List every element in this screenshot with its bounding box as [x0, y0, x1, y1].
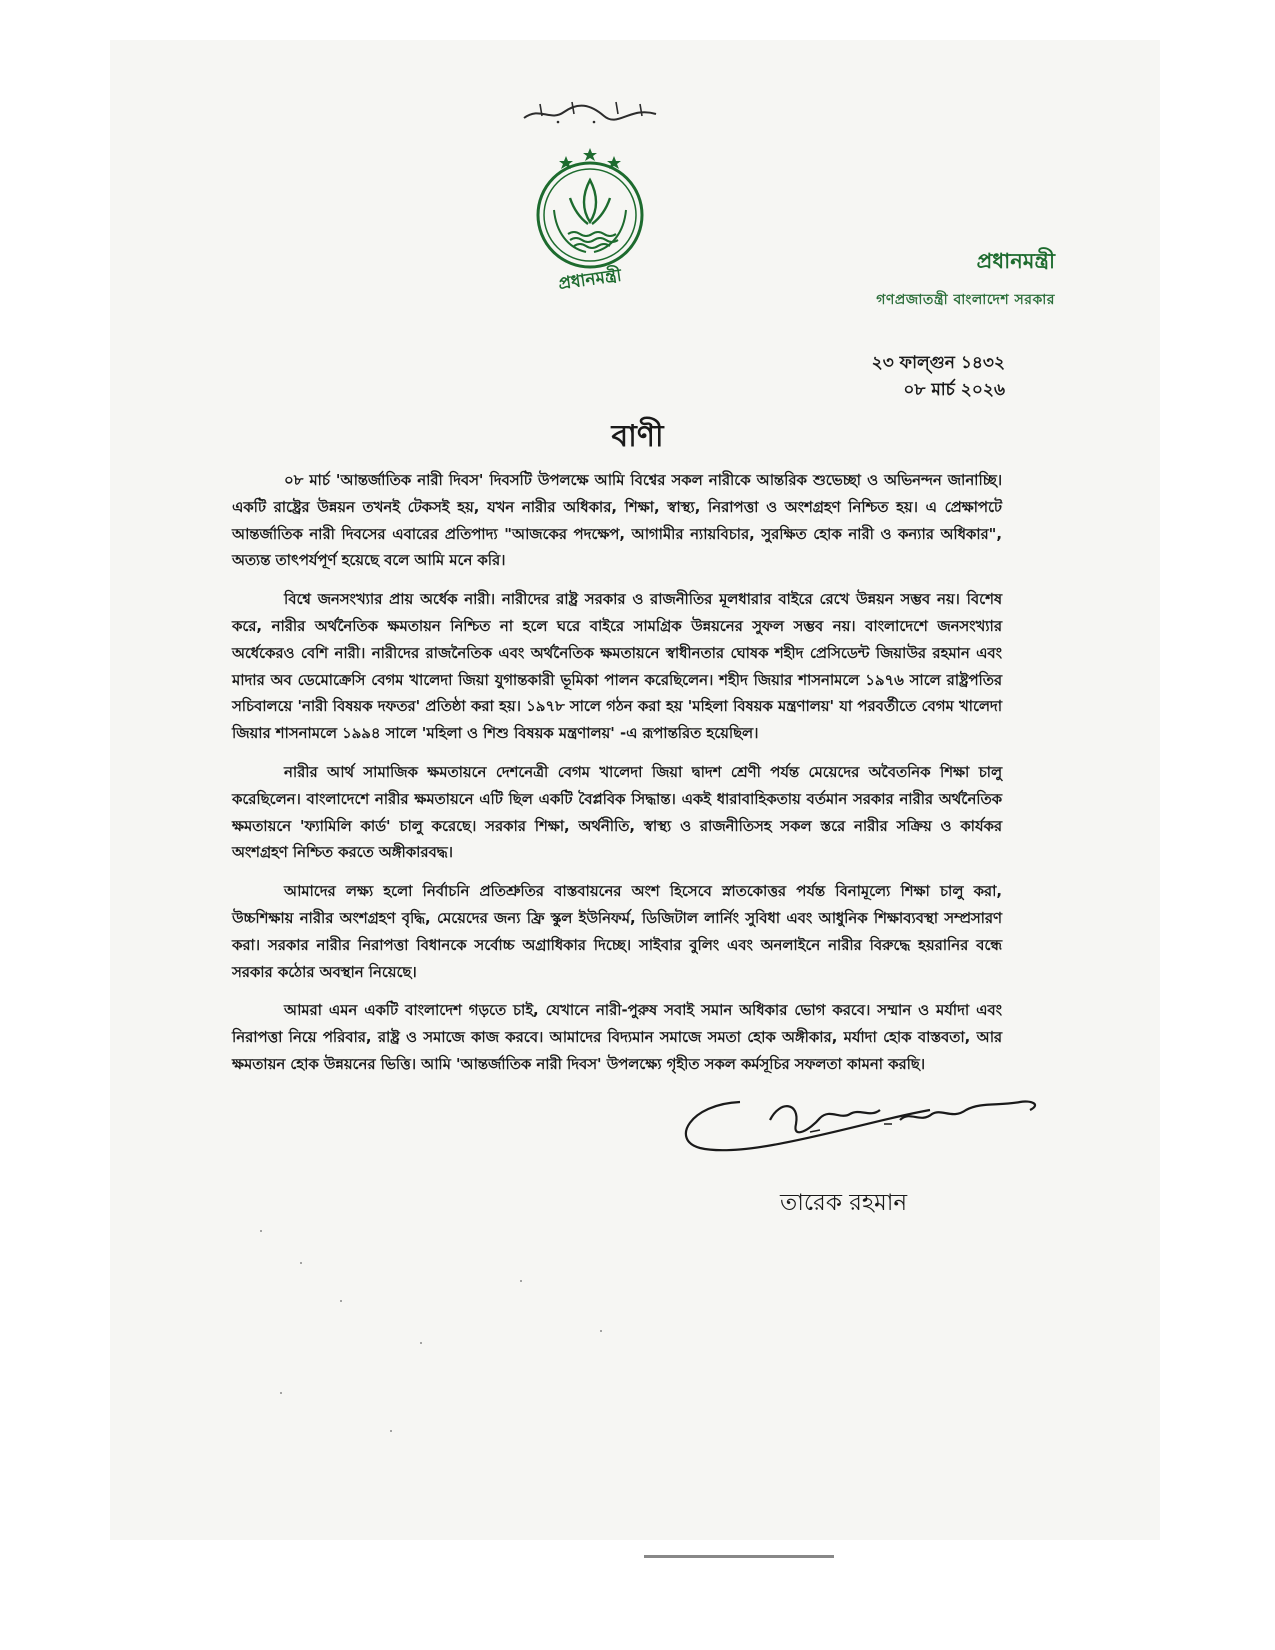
bengali-date: ২৩ ফাল্গুন ১৪৩২	[871, 353, 1005, 373]
gregorian-date: ০৮ মার্চ ২০২৬	[903, 380, 1005, 400]
paragraph: নারীর আর্থ সামাজিক ক্ষমতায়নে দেশনেত্রী বেগম খালেদা জিয়া দ্বাদশ শ্রেণী পর্যন্ত মেয়েদের অবৈতনিক শিক্ষা চালু করেছিলেন। বাংলাদেশে নারীর ক্ষমতায়নে এটি ছিল একটি বৈপ্লবিক সিদ্ধান্ত। একই ধারাবাহিকতায় বর্তমান সরকার নারীর অর্থনৈতিক ক্ষমতায়নে 'ফ্যামিলি কার্ড' চালু করেছে। সরকার শিক্ষা, অর্থনীতি, স্বাস্থ্য ও রাজনীতিসহ সকল স্তরে নারীর সক্রিয় ও কার্যকর অংশগ্রহণ নিশ্চিত করতে অঙ্গীকারবদ্ধ।	[232, 763, 1002, 862]
paragraph: বিশ্বে জনসংখ্যার প্রায় অর্ধেক নারী। নারীদের রাষ্ট্র সরকার ও রাজনীতির মূলধারার বাইরে রেখে উন্নয়ন সম্ভব নয়। বিশেষ করে, নারীর অর্থনৈতিক ক্ষমতায়ন নিশ্চিত না হলে ঘরে বাইরে সামগ্রিক উন্নয়নের সুফল সম্ভব নয়। বাংলাদেশে জনসংখ্যার অর্ধেকেরও বেশি নারী। নারীদের রাজনৈতিক এবং অর্থনৈতিক ক্ষমতায়নে স্বাধীনতার ঘোষক শহীদ প্রেসিডেন্ট জিয়াউর রহমান এবং মাদার অব ডেমোক্রেসি বেগম খালেদা জিয়া যুগান্তকারী ভূমিকা পালন করেছিলেন। শহীদ জিয়ার শাসনামলে ১৯৭৬ সালে রাষ্ট্রপতির সচিবালয়ে 'নারী বিষয়ক দফতর' প্রতিষ্ঠা করা হয়। ১৯৭৮ সালে গঠন করা হয় 'মহিলা বিষয়ক মন্ত্রণালয়' যা পরবর্তীতে বেগম খালেদা জিয়ার শাসনামলে ১৯৯৪ সালে 'মহিলা ও শিশু বিষয়ক মন্ত্রণালয়' -এ রূপান্তরিত হয়েছিল।	[232, 591, 1002, 743]
scan-speck	[520, 1280, 522, 1282]
scan-speck	[340, 1300, 342, 1302]
footer-line	[644, 1555, 834, 1558]
scan-speck	[390, 1430, 392, 1432]
paragraph: ০৮ মার্চ 'আন্তর্জাতিক নারী দিবস' দিবসটি উপলক্ষে আমি বিশ্বের সকল নারীকে আন্তরিক শুভেচ্ছা ও অভিনন্দন জানাচ্ছি। একটি রাষ্ট্রের উন্নয়ন তখনই টেকসই হয়, যখন নারীর অধিকার, শিক্ষা, স্বাস্থ্য, নিরাপত্তা ও অংশগ্রহণ নিশ্চিত হয়। এ প্রেক্ষাপটে আন্তর্জাতিক নারী দিবসের এবারের প্রতিপাদ্য "আজকের পদক্ষেপ, আগামীর ন্যায়বিচার, সুরক্ষিত হোক নারী ও কন্যার অধিকার", অত্যন্ত তাৎপর্যপূর্ণ হয়েছে বলে আমি মনে করি।	[232, 472, 1002, 570]
government-emblem-icon	[530, 140, 650, 300]
signature-image	[670, 1080, 1050, 1170]
message-heading: বাণী	[611, 419, 664, 454]
bismillah-calligraphy	[520, 96, 660, 126]
scan-speck	[280, 1392, 282, 1394]
office-title: প্রধানমন্ত্রী	[976, 249, 1055, 273]
scan-speck	[260, 1230, 262, 1232]
office-subtitle: গণপ্রজাতন্ত্রী বাংলাদেশ সরকার	[876, 292, 1055, 308]
paragraph: আমরা এমন একটি বাংলাদেশ গড়তে চাই, যেখানে নারী-পুরুষ সবাই সমান অধিকার ভোগ করবে। সম্মান ও মর্যাদা এবং নিরাপত্তা নিয়ে পরিবার, রাষ্ট্র ও সমাজে কাজ করবে। আমাদের বিদ্যমান সমাজে সমতা হোক অঙ্গীকার, মর্যাদা হোক বাস্তবতা, আর ক্ষমতায়ন হোক উন্নয়নের ভিত্তি। আমি 'আন্তর্জাতিক নারী দিবস' উপলক্ষ্যে গৃহীত সকল কর্মসূচির সফলতা কামনা করছি।	[232, 1002, 1002, 1073]
message-body	[232, 468, 1002, 1091]
office-block	[876, 245, 1055, 312]
scan-speck	[600, 1330, 602, 1332]
paragraph: আমাদের লক্ষ্য হলো নির্বাচনি প্রতিশ্রুতির বাস্তবায়নের অংশ হিসেবে স্নাতকোত্তর পর্যন্ত বিনামূল্যে শিক্ষা চালু করা, উচ্চশিক্ষায় নারীর অংশগ্রহণ বৃদ্ধি, মেয়েদের জন্য ফ্রি স্কুল ইউনিফর্ম, ডিজিটাল লার্নিং সুবিধা এবং আধুনিক শিক্ষাব্যবস্থা সম্প্রসারণ করা। সরকার নারীর নিরাপত্তা বিধানকে সর্বোচ্চ অগ্রাধিকার দিচ্ছে। সাইবার বুলিং এবং অনলাইনে নারীর বিরুদ্ধে হয়রানির বন্ধে সরকার কঠোর অবস্থান নিয়েছে।	[232, 883, 1002, 981]
signer-name: তারেক রহমান	[780, 1190, 908, 1216]
scan-speck	[420, 1342, 422, 1344]
date-block	[872, 350, 1005, 404]
emblem-caption: প্রধানমন্ত্রী	[557, 265, 623, 295]
scan-speck	[300, 1262, 302, 1264]
